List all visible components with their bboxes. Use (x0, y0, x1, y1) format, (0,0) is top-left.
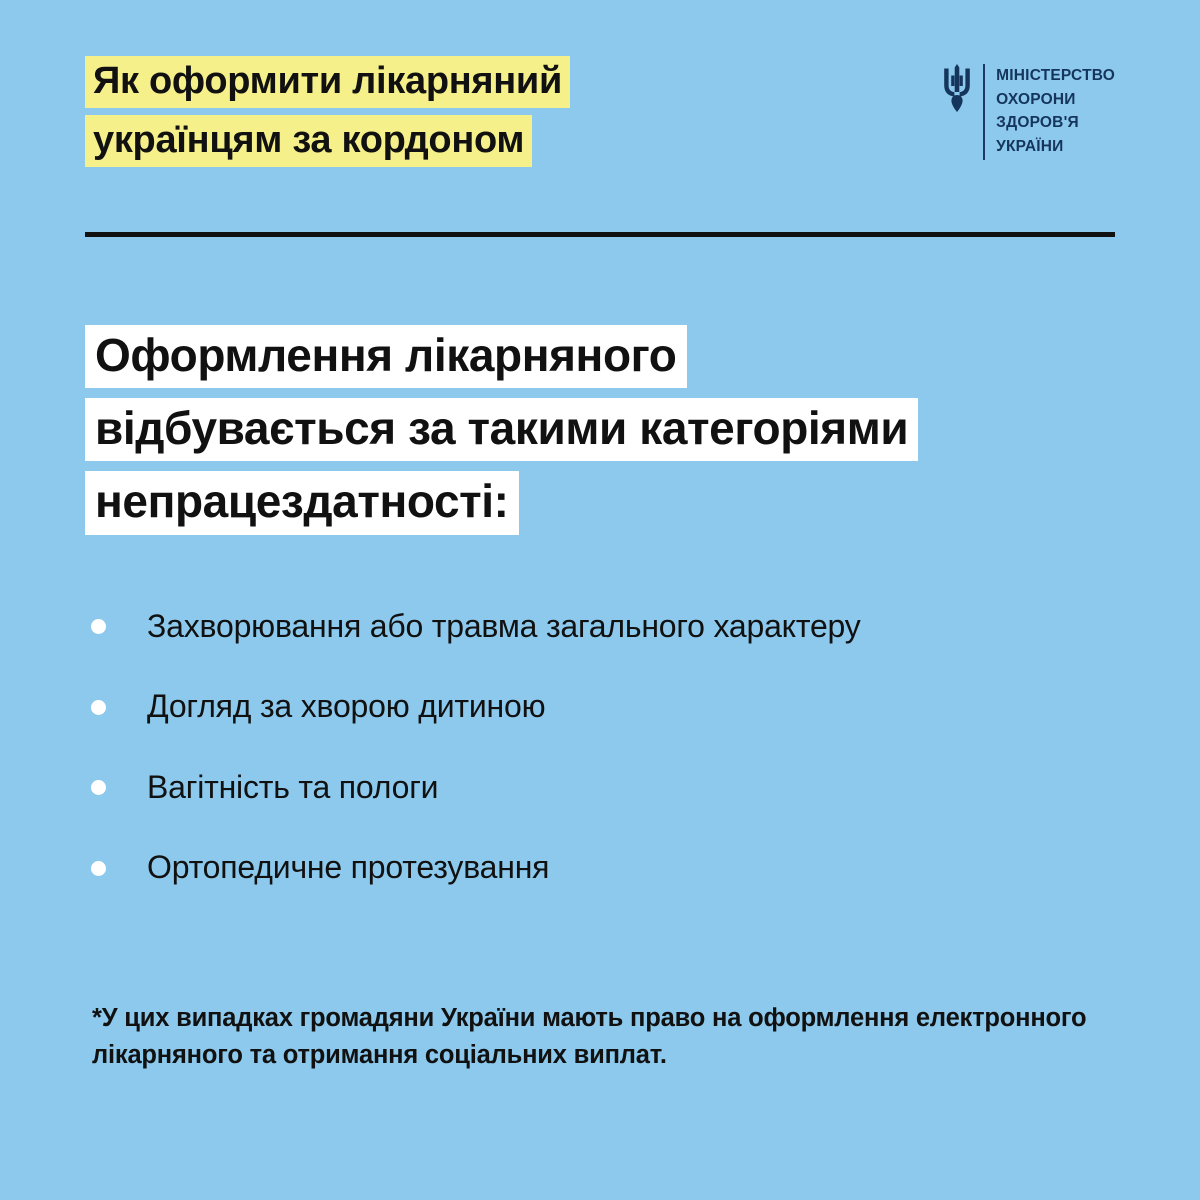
logo-divider (983, 64, 985, 160)
logo-text (996, 62, 1115, 158)
heading-line-2: відбувається за такими категоріями (85, 398, 918, 461)
title-line-2: українцям за кордоном (85, 115, 532, 167)
title-line-1: Як оформити лікарняний (85, 56, 570, 108)
bullet-list (85, 607, 1115, 887)
logo-text-line-1: МІНІСТЕРСТВО (996, 67, 1115, 84)
list-item (91, 687, 1115, 725)
list-item-label: Догляд за хворою дитиною (147, 688, 546, 725)
page-title (85, 52, 570, 174)
ukraine-trident-emblem (942, 62, 972, 114)
list-item (91, 768, 1115, 806)
bullet-dot-icon (91, 780, 106, 795)
bullet-dot-icon (91, 700, 106, 715)
header (85, 40, 1115, 174)
bullet-dot-icon (91, 861, 106, 876)
bullet-dot-icon (91, 619, 106, 634)
list-item (91, 607, 1115, 645)
logo-text-line-3: ЗДОРОВ'Я (996, 114, 1079, 132)
list-item-label: Вагітність та пологи (147, 768, 439, 805)
logo-text-line-4: УКРАЇНИ (996, 137, 1064, 155)
list-item-label: Ортопедичне протезування (147, 848, 550, 885)
section-heading (85, 325, 1115, 545)
header-divider (85, 232, 1115, 237)
list-item (91, 848, 1115, 886)
logo-text-line-2: ОХОРОНИ (996, 90, 1076, 108)
heading-line-1: Оформлення лікарняного (85, 325, 687, 388)
footnote: *У цих випадках громадяни України мають право на оформлення електронного лікарняного та отримання соціальних виплат. (92, 1004, 1087, 1069)
list-item-label: Захворювання або травма загального характеру (147, 607, 861, 644)
heading-line-3: непрацездатності: (85, 471, 519, 534)
moz-logo (942, 52, 1115, 160)
